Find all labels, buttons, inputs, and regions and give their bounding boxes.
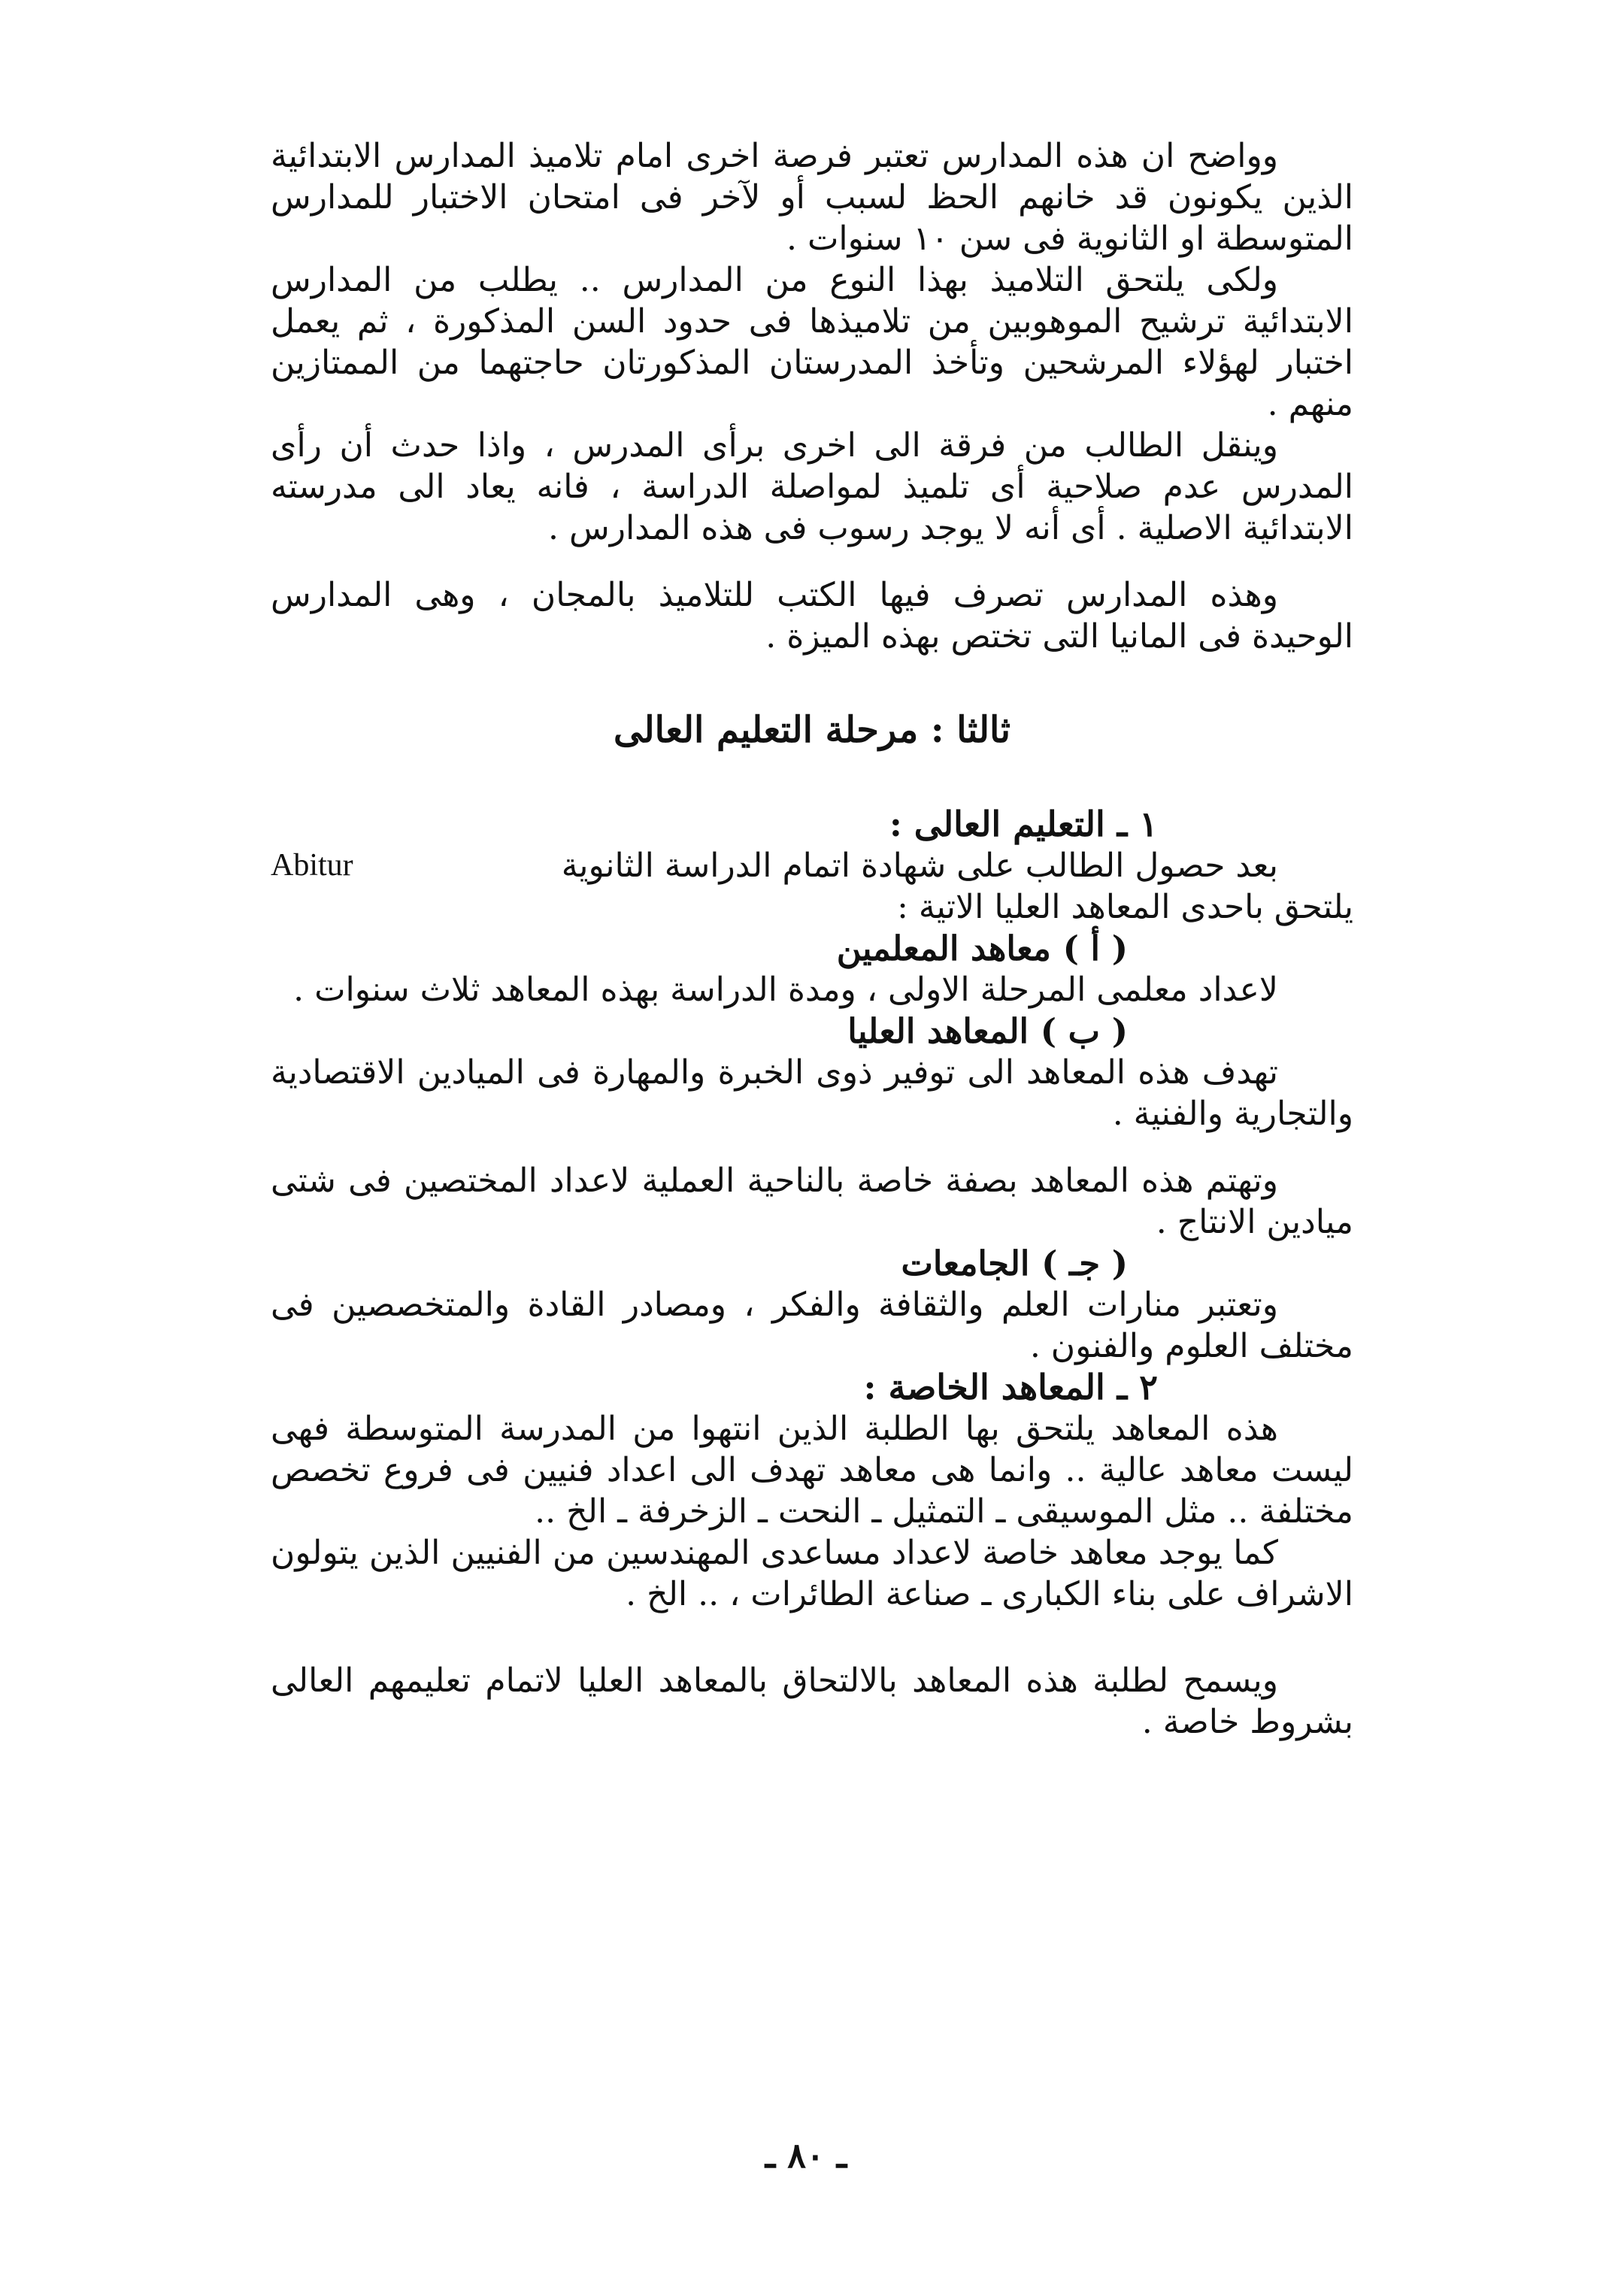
teacher-institutes-text: لاعداد معلمى المرحلة الاولى ، ومدة الدراسة بهذه المعاهد ثلاث سنوات . — [293, 971, 1278, 1009]
teacher-institutes-heading: ( أ ) معاهد المعلمين — [836, 928, 1128, 968]
higher-institutes-heading: ( ب ) المعاهد العليا — [847, 1011, 1128, 1051]
special-institutes-heading: ٢ ـ المعاهد الخاصة : — [863, 1367, 1158, 1407]
intro-line-1: بعد حصول الطالب على شهادة اتمام الدراسة الثانوية — [561, 847, 1278, 885]
special-institutes-text-3: ويسمح لطلبة هذه المعاهد بالالتحاق بالمعاهد العليا لاتمام تعليمهم العالى بشروط خاصة . — [271, 1661, 1353, 1741]
paragraph-free-books: وهذه المدارس تصرف فيها الكتب للتلاميذ بالمجان ، وهى المدارس الوحيدة فى المانيا التى تختص بهذه الميزة . — [271, 576, 1353, 656]
intro-line — [271, 845, 1353, 886]
section-title: ثالثا : مرحلة التعليم العالى — [613, 709, 1011, 751]
special-institutes-text-1: هذه المعاهد يلتحق بها الطلبة الذين انتهوا من المدرسة المتوسطة فهى ليست معاهد عالية .. وانما هى معاهد تهدف الى اعداد فنيين فى فروع تخصص مختلفة .. مثل الموسيقى ـ التمثيل ـ النحت ـ الزخرفة ـ الخ .. — [271, 1410, 1353, 1531]
universities-text: وتعتبر منارات العلم والثقافة والفكر ، ومصادر القادة والمتخصصين فى مختلف العلوم والفنون . — [271, 1286, 1353, 1365]
higher-institutes-text-1: تهدف هذه المعاهد الى توفير ذوى الخبرة والمهارة فى الميادين الاقتصادية والتجارية والفنية . — [271, 1053, 1353, 1133]
paragraph-admission: ولكى يلتحق التلاميذ بهذا النوع من المدارس .. يطلب من المدارس الابتدائية ترشيح الموهوبين من تلاميذها فى حدود السن المذكورة ، ثم يعمل اختبار لهؤلاء المرشحين وتأخذ المدرستان المذكورتان حاجتهما من الممتازين منهم . — [271, 261, 1353, 423]
paragraph-exam-opportunity: وواضح ان هذه المدارس تعتبر فرصة اخرى امام تلاميذ المدارس الابتدائية الذين يكونون قد خانهم الحظ لسبب أو لآخر فى امتحان الاختبار للمدارس المتوسطة او الثانوية فى سن ١٠ سنوات . — [271, 137, 1353, 258]
page-body — [271, 135, 1353, 1743]
higher-education-heading: ١ ـ التعليم العالى : — [889, 804, 1158, 844]
abitur-term: Abitur — [271, 848, 353, 883]
page-number: ـ ٨٠ ـ — [765, 2135, 847, 2176]
higher-institutes-text-2: وتهتم هذه المعاهد بصفة خاصة بالناحية العملية لاعداد المختصين فى شتى ميادين الانتاج . — [271, 1162, 1353, 1241]
special-institutes-text-2: كما يوجد معاهد خاصة لاعداد مساعدى المهندسين من الفنيين الذين يتولون الاشراف على بناء الكبارى ـ صناعة الطائرات ، .. الخ . — [271, 1534, 1353, 1613]
paragraph-promotion: وينقل الطالب من فرقة الى اخرى برأى المدرس ، واذا حدث أن رأى المدرس عدم صلاحية أى تلميذ لمواصلة الدراسة ، فانه يعاد الى مدرسته الابتدائية الاصلية . أى أنه لا يوجد رسوب فى هذه المدارس . — [271, 426, 1353, 547]
intro-line-2: يلتحق باحدى المعاهد العليا الاتية : — [897, 888, 1353, 926]
intro-text — [271, 845, 1353, 886]
universities-heading: ( جـ ) الجامعات — [901, 1243, 1128, 1283]
